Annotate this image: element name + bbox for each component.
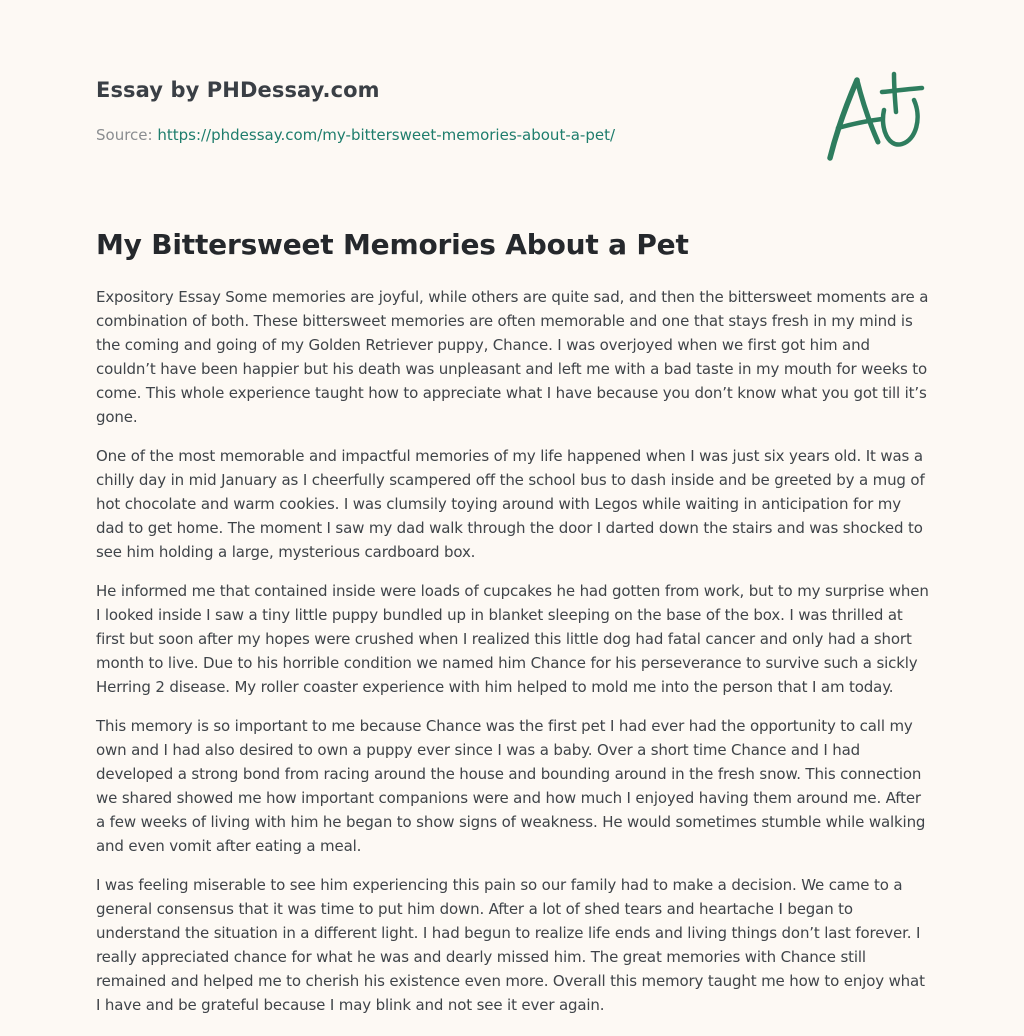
a-plus-grade-icon [822, 66, 932, 166]
essay-paragraph: One of the most memorable and impactful memories of my life happened when I was just six years old. It was a chilly day in mid January as I cheerfully scampered off the school bus to dash inside and be greeted by a mug of hot chocolate and warm cookies. I was clumsily toying around with Legos while waiting in anticipation for my dad to get home. The moment I saw my dad walk through the door I darted down the stairs and was shocked to see him holding a large, mysterious cardboard box. [96, 447, 925, 561]
page-header [96, 76, 796, 145]
source-link[interactable]: https://phdessay.com/my-bittersweet-memories-about-a-pet/ [157, 126, 616, 144]
essay-body [96, 285, 930, 1032]
source-line [96, 125, 796, 145]
brand-title: Essay by PHDessay.com [96, 78, 380, 102]
essay-paragraph: He informed me that contained inside were loads of cupcakes he had gotten from work, but to my surprise when I looked inside I saw a tiny little puppy bundled up in blanket sleeping on the base of the box. I was thrilled at first but soon after my hopes were crushed when I realized this little dog had fatal cancer and only had a short month to live. Due to his horrible condition we named him Chance for his perseverance to survive such a sickly Herring 2 disease. My roller coaster experience with him helped to mold me into the person that I am today. [96, 582, 929, 696]
essay-paragraph: I was feeling miserable to see him experiencing this pain so our family had to make a decision. We came to a general consensus that it was time to put him down. After a lot of shed tears and heartache I began to understand the situation in a different light. I had begun to realize life ends and living things don’t last forever. I really appreciated chance for what he was and dearly missed him. The great memories with Chance still remained and helped me to cherish his existence even more. Overall this memory taught me how to enjoy what I have and be grateful because I may blink and not see it ever again. [96, 876, 925, 1014]
source-label: Source: [96, 126, 158, 144]
essay-paragraph: Expository Essay Some memories are joyful, while others are quite sad, and then the bittersweet moments are a combination of both. These bittersweet memories are often memorable and one that stays fresh in my mind is the coming and going of my Golden Retriever puppy, Chance. I was overjoyed when we first got him and couldn’t have been happier but his death was unpleasant and left me with a bad taste in my mouth for weeks to come. This whole experience taught how to appreciate what I have because you don’t know what you got till it’s gone. [96, 288, 929, 426]
essay-paragraph: This memory is so important to me because Chance was the first pet I had ever had the opportunity to call my own and I had also desired to own a puppy ever since I was a baby. Over a short time Chance and I had developed a strong bond from racing around the house and bounding around in the fresh snow. This connection we shared showed me how important companions were and how much I enjoyed having them around me. After a few weeks of living with him he began to show signs of weakness. He would sometimes stumble while walking and even vomit after eating a meal. [96, 717, 926, 855]
essay-title: My Bittersweet Memories About a Pet [96, 228, 689, 261]
